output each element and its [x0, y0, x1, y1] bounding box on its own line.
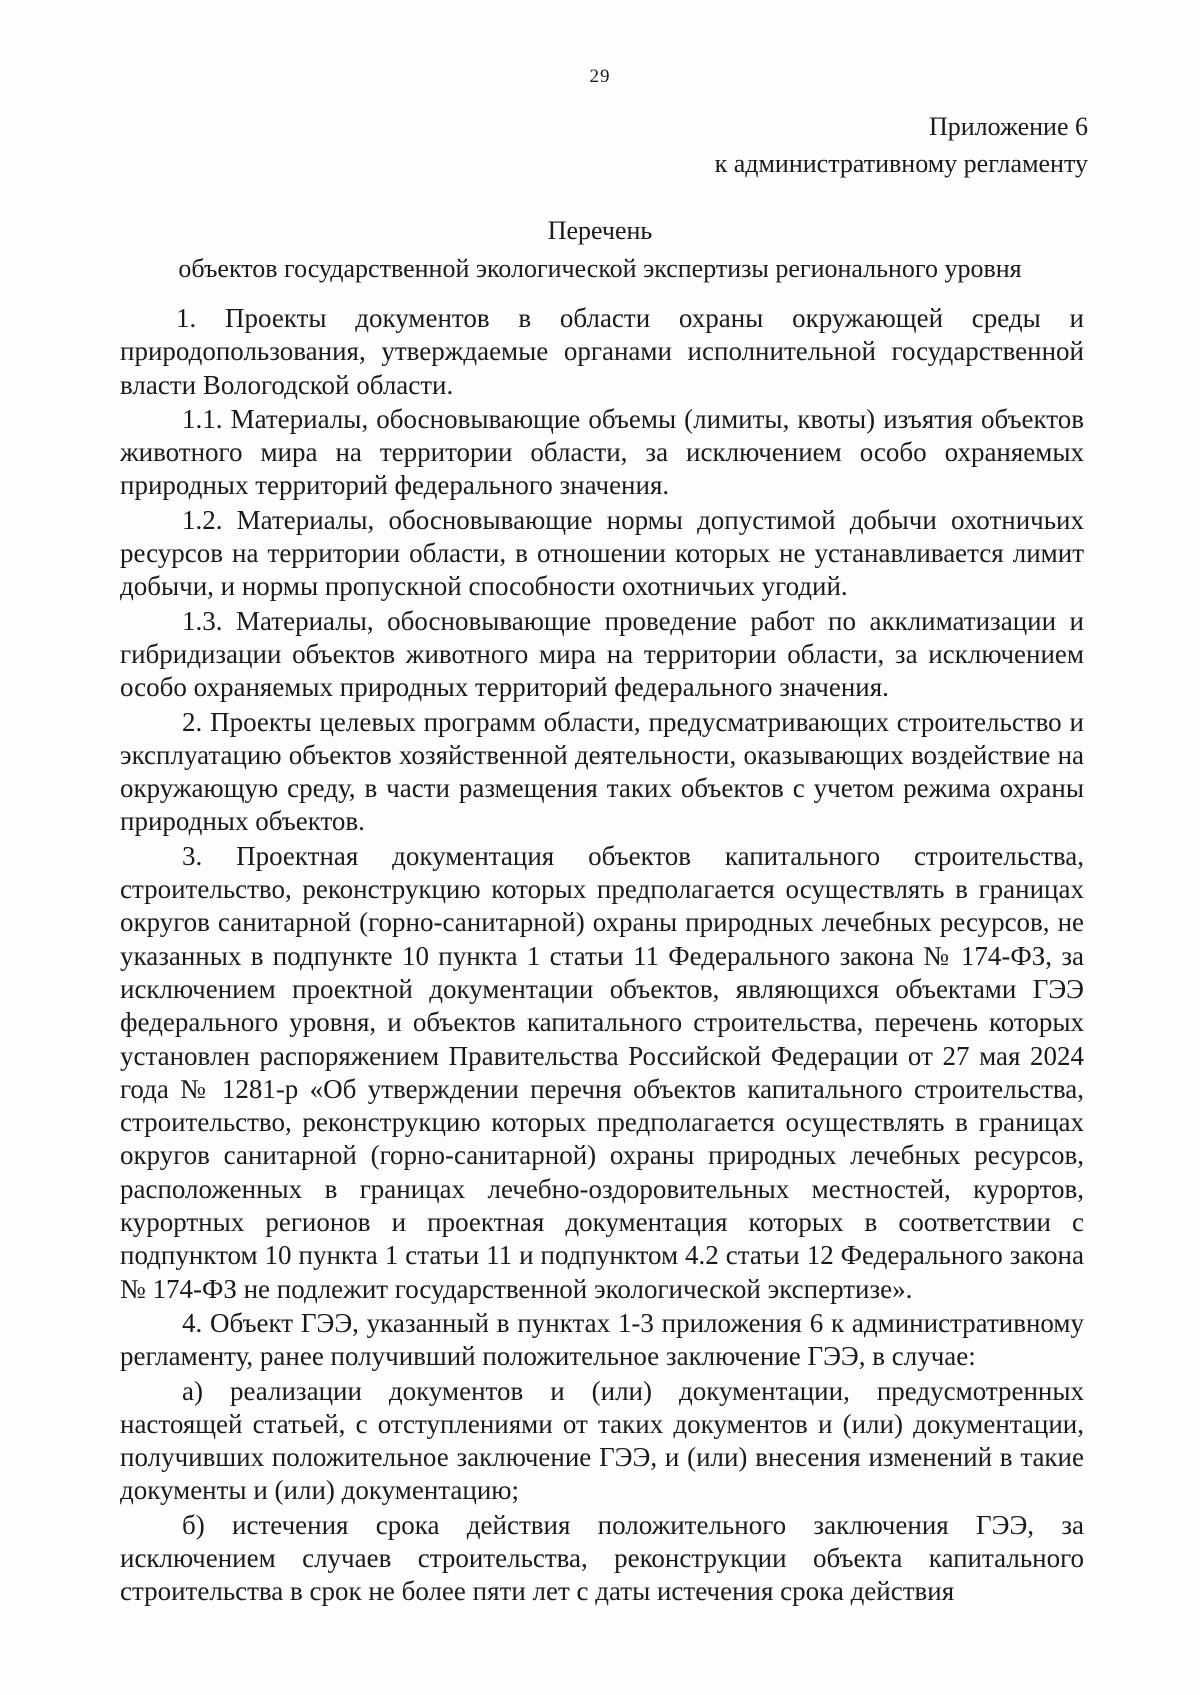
page-number: 29: [589, 66, 611, 87]
title-line-1: Перечень: [547, 216, 653, 245]
paragraph-4-a: а) реализации документов и (или) документации, предусмотренных настоящей статьей, с отступлениями от таких документов и (или) документации, получивших положительное заключение ГЭЭ, и (или) внесения изменений в такие документы и (или) документацию;: [120, 1375, 1084, 1506]
paragraph-4: 4. Объект ГЭЭ, указанный в пунктах 1-3 приложения 6 к административному регламенту, ранее получивший положительное заключение ГЭЭ, в случае:: [120, 1307, 1084, 1372]
document-body: [120, 302, 1084, 1610]
appendix-header: [715, 108, 1088, 182]
paragraph-1: 1. Проекты документов в области охраны окружающей среды и природопользования, утверждаемые органами исполнительной государственной власти Вологодской области.: [120, 303, 1084, 400]
paragraph-2: 2. Проекты целевых программ области, предусматривающих строительство и эксплуатацию объектов хозяйственной деятельности, оказывающих воздействие на окружающую среду, в части размещения таких объектов с учетом режима охраны природных объектов.: [120, 706, 1084, 837]
paragraph-4-b: б) истечения срока действия положительного заключения ГЭЭ, за исключением случаев строительства, реконструкции объекта капитального строительства в срок не более пяти лет с даты истечения срока действия: [120, 1509, 1084, 1607]
paragraph-3: 3. Проектная документация объектов капитального строительства, строительство, реконструкцию которых предполагается осуществлять в границах округов санитарной (горно-санитарной) охраны природных лечебных ресурсов, не указанных в подпункте 10 пункта 1 статьи 11 Федерального закона № 174-ФЗ, за исключением проектной документации объектов, являющихся объектами ГЭЭ федерального уровня, и объектов капитального строительства, перечень которых установлен распоряжением Правительства Российской Федерации от 27 мая 2024 года № 1281-р «Об утверждении перечня объектов капитального строительства, строительство, реконструкцию которых предполагается осуществлять в границах округов санитарной (горно-санитарной) охраны природных лечебных ресурсов, расположенных в границах лечебно-оздоровительных местностей, курортов, курортных регионов и проектная документация которых в соответствии с подпунктом 10 пункта 1 статьи 11 и подпунктом 4.2 статьи 12 Федерального закона № 174-ФЗ не подлежит государственной экологической экспертизе».: [120, 840, 1084, 1304]
document-title: [120, 212, 1080, 288]
appendix-line-2: к административному регламенту: [714, 149, 1088, 178]
paragraph-1-2: 1.2. Материалы, обосновывающие нормы допустимой добычи охотничьих ресурсов на территории области, в отношении которых не устанавливается лимит добычи, и нормы пропускной способности охотничьих угодий.: [120, 504, 1084, 602]
paragraph-1-1: 1.1. Материалы, обосновывающие объемы (лимиты, квоты) изъятия объектов животного мира на территории области, за исключением особо охраняемых природных территорий федерального значения.: [120, 403, 1084, 501]
paragraph-1-3: 1.3. Материалы, обосновывающие проведение работ по акклиматизации и гибридизации объектов животного мира на территории области, за исключением особо охраняемых природных территорий федерального значения.: [120, 605, 1084, 703]
title-line-2: объектов государственной экологической экспертизы регионального уровня: [178, 254, 1022, 283]
appendix-line-1: Приложение 6: [928, 112, 1088, 141]
